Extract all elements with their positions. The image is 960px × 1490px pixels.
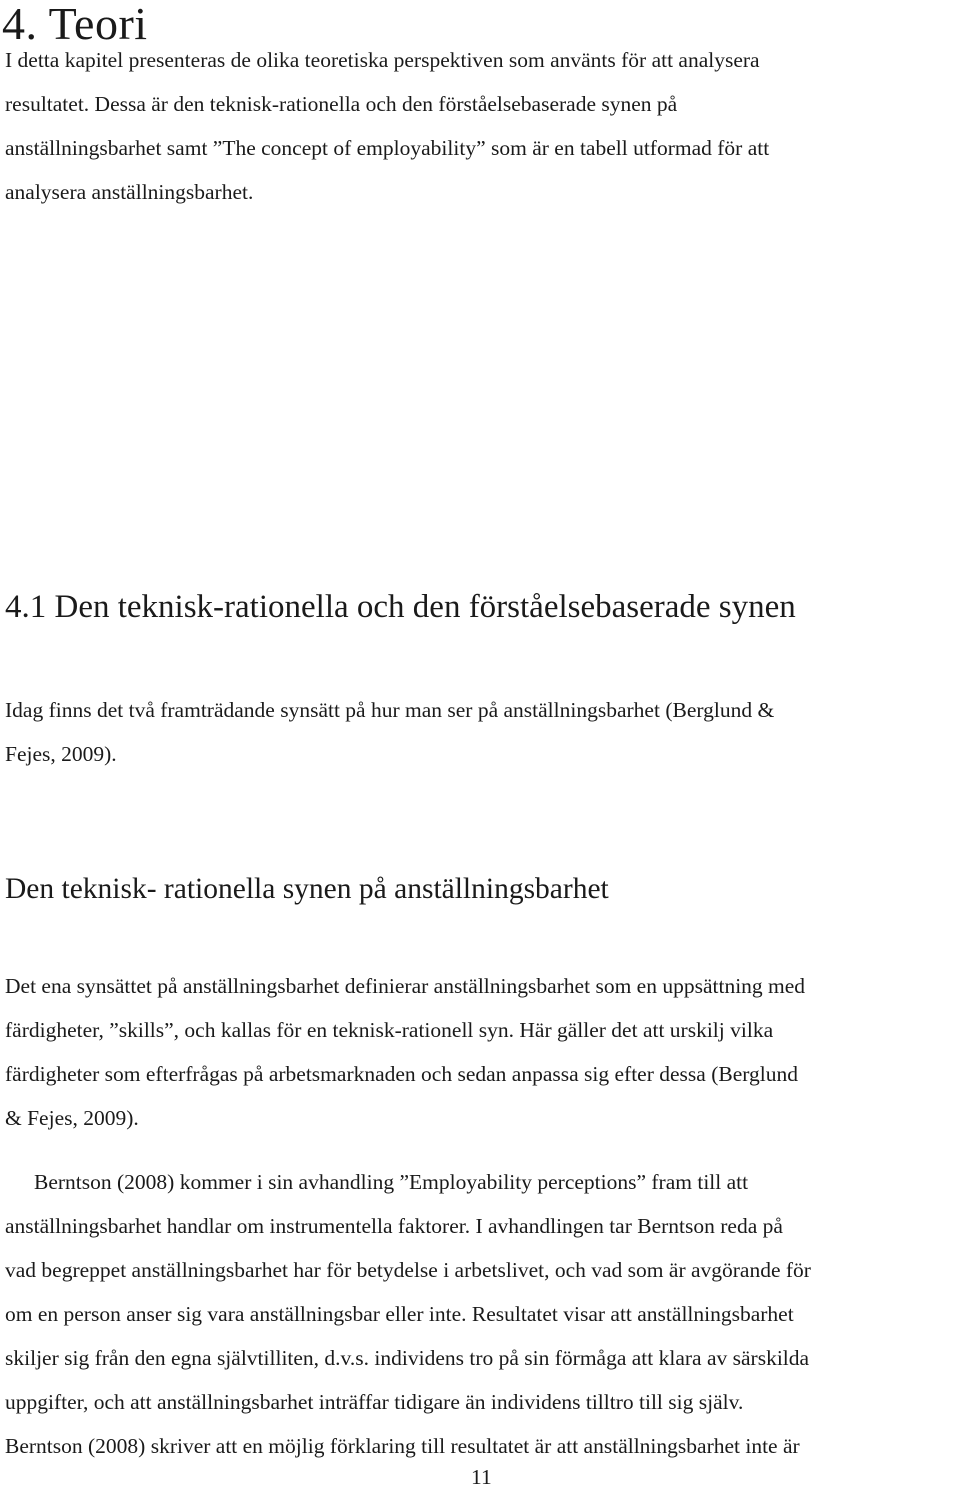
page-number: 11 — [471, 1465, 492, 1489]
text-line: skiljer sig från den egna självtilliten, d.v.s. individens tro på sin förmåga att klara av särskilda — [5, 1346, 810, 1370]
text-line: Fejes, 2009). — [5, 742, 117, 766]
text-line: Det ena synsättet på anställningsbarhet definierar anställningsbarhet som en uppsättning med — [5, 974, 806, 998]
text-line: resultatet. Dessa är den teknisk-rationella och den förståelsebaserade synen på — [5, 92, 678, 116]
text-line: om en person anser sig vara anställningsbar eller inte. Resultatet visar att anställningsbarhet — [5, 1302, 794, 1326]
text-line: anställningsbarhet samt ”The concept of employability” som är en tabell utformad för att — [5, 136, 770, 160]
text-line: Berntson (2008) skriver att en möjlig förklaring till resultatet är att anställningsbarhet inte är — [5, 1434, 800, 1458]
subsection-heading: Den teknisk- rationella synen på anställningsbarhet — [5, 873, 609, 905]
text-line: analysera anställningsbarhet. — [5, 180, 254, 204]
text-line: vad begreppet anställningsbarhet har för betydelse i arbetslivet, och vad som är avgörande för — [5, 1258, 811, 1282]
subsection-paragraph-1 — [5, 964, 960, 1140]
subsection-paragraph-2 — [5, 1160, 960, 1468]
intro-paragraph — [5, 38, 960, 214]
section-intro-paragraph — [5, 688, 960, 776]
text-line: färdigheter, ”skills”, och kallas för en teknisk-rationell syn. Här gäller det att urskilj vilka — [5, 1018, 774, 1042]
text-line: färdigheter som efterfrågas på arbetsmarknaden och sedan anpassa sig efter dessa (Berglund — [5, 1062, 798, 1086]
text-line: Berntson (2008) kommer i sin avhandling ”Employability perceptions” fram till att — [34, 1170, 749, 1194]
text-line: uppgifter, och att anställningsbarhet inträffar tidigare än individens tilltro till sig själv. — [5, 1390, 744, 1414]
text-line: Idag finns det två framträdande synsätt på hur man ser på anställningsbarhet (Berglund & — [5, 698, 775, 722]
text-line: I detta kapitel presenteras de olika teoretiska perspektiven som använts för att analysera — [5, 48, 760, 72]
text-line: & Fejes, 2009). — [5, 1106, 139, 1130]
text-line: anställningsbarhet handlar om instrumentella faktorer. I avhandlingen tar Berntson reda på — [5, 1214, 783, 1238]
chapter-title: 4. Teori — [2, 0, 148, 49]
section-heading: 4.1 Den teknisk-rationella och den förståelsebaserade synen — [5, 589, 796, 625]
